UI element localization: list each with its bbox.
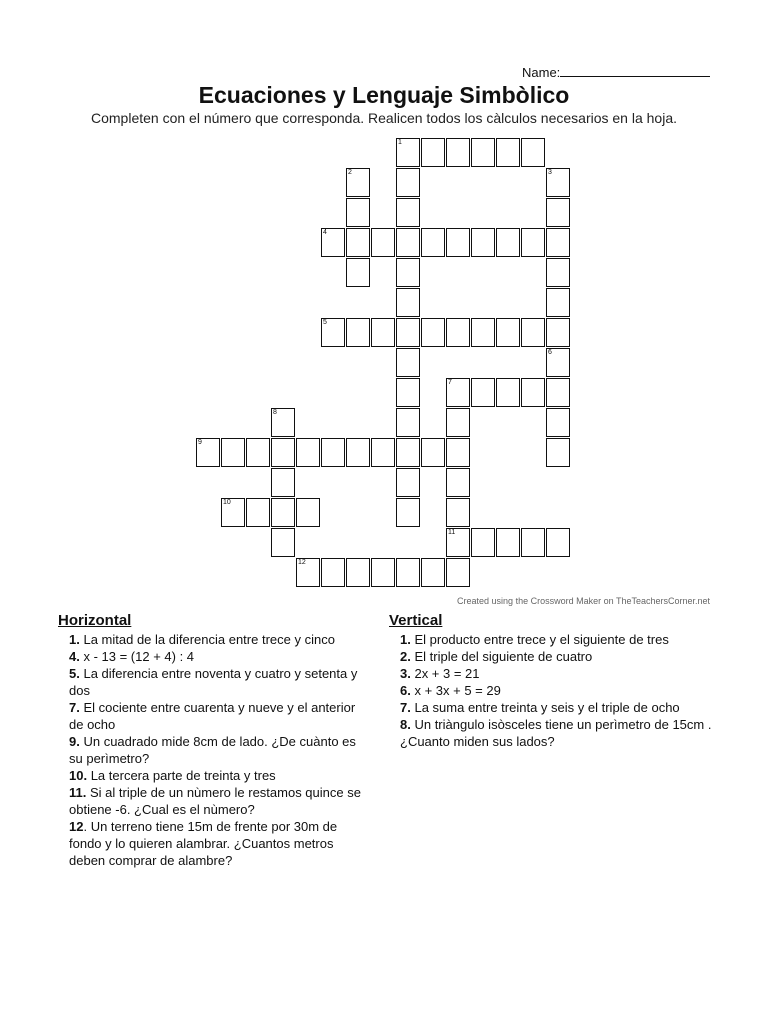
crossword-cell[interactable] [421, 558, 445, 587]
crossword-cell[interactable] [546, 228, 570, 257]
clue-number: 9. [69, 734, 80, 749]
crossword-cell[interactable] [421, 228, 445, 257]
crossword-cell[interactable] [496, 378, 520, 407]
crossword-cell[interactable] [421, 318, 445, 347]
clue-h5 [58, 665, 368, 699]
clue-text: x + 3x + 5 = 29 [414, 683, 501, 698]
clue-number: 2. [400, 649, 411, 664]
cell-number: 2 [348, 169, 352, 176]
crossword-cell[interactable] [296, 438, 320, 467]
vertical-heading: Vertical [389, 612, 443, 629]
clue-text: El cociente entre cuarenta y nueve y el anterior de ocho [69, 700, 356, 732]
crossword-cell[interactable] [521, 138, 545, 167]
clue-v2 [389, 648, 719, 665]
crossword-cell[interactable] [396, 138, 420, 167]
clue-text: La diferencia entre noventa y cuatro y setenta y dos [69, 666, 358, 698]
crossword-cell[interactable] [396, 288, 420, 317]
crossword-cell[interactable] [421, 438, 445, 467]
crossword-cell[interactable] [521, 318, 545, 347]
crossword-cell[interactable] [296, 498, 320, 527]
clue-number: 6. [400, 683, 411, 698]
cell-number: 5 [323, 319, 327, 326]
crossword-cell[interactable] [446, 558, 470, 587]
crossword-cell[interactable] [221, 498, 245, 527]
clue-v3 [389, 665, 719, 682]
crossword-cell[interactable] [546, 168, 570, 197]
cell-number: 1 [398, 139, 402, 146]
clue-number: 10. [69, 768, 88, 783]
crossword-cell[interactable] [271, 498, 295, 527]
credit-line: Created using the Crossword Maker on TheTeachersCorner.net [457, 596, 710, 606]
clue-text: Si al triple de un nùmero le restamos quince se obtiene -6. ¿Cual es el nùmero? [69, 785, 361, 817]
clue-v8 [389, 716, 719, 750]
crossword-cell[interactable] [346, 558, 370, 587]
crossword-cell[interactable] [446, 528, 470, 557]
crossword-cell[interactable] [271, 528, 295, 557]
crossword-cell[interactable] [396, 348, 420, 377]
clue-number: 5. [69, 666, 80, 681]
crossword-cell[interactable] [446, 138, 470, 167]
crossword-cell[interactable] [396, 318, 420, 347]
crossword-cell[interactable] [346, 168, 370, 197]
crossword-cell[interactable] [371, 558, 395, 587]
crossword-cell[interactable] [321, 438, 345, 467]
crossword-cell[interactable] [346, 198, 370, 227]
crossword-cell[interactable] [471, 228, 495, 257]
clue-number: 4. [69, 649, 80, 664]
clue-number: 12 [69, 819, 84, 834]
crossword-cell[interactable] [396, 438, 420, 467]
clue-number: 3. [400, 666, 411, 681]
crossword-cell[interactable] [546, 258, 570, 287]
crossword-cell[interactable] [321, 318, 345, 347]
clue-h11 [58, 784, 368, 818]
cell-number: 8 [273, 409, 277, 416]
crossword-cell[interactable] [421, 138, 445, 167]
crossword-cell[interactable] [446, 318, 470, 347]
clue-h12 [58, 818, 368, 869]
crossword-cell[interactable] [546, 348, 570, 377]
clue-text: . Un terreno tiene 15m de frente por 30m de fondo y lo quieren alambrar. ¿Cuantos metros deben comprar de alambre? [69, 819, 338, 868]
crossword-cell[interactable] [546, 378, 570, 407]
crossword-cell[interactable] [396, 498, 420, 527]
crossword-cell[interactable] [546, 438, 570, 467]
crossword-cell[interactable] [546, 318, 570, 347]
crossword-cell[interactable] [446, 438, 470, 467]
crossword-cell[interactable] [396, 198, 420, 227]
clue-text: Un cuadrado mide 8cm de lado. ¿De cuànto es su perìmetro? [69, 734, 356, 766]
crossword-cell[interactable] [496, 228, 520, 257]
crossword-cell[interactable] [371, 438, 395, 467]
crossword-cell[interactable] [521, 228, 545, 257]
crossword-cell[interactable] [446, 378, 470, 407]
clue-v7 [389, 699, 719, 716]
crossword-cell[interactable] [521, 378, 545, 407]
cell-number: 3 [548, 169, 552, 176]
crossword-cell[interactable] [346, 318, 370, 347]
crossword-cell[interactable] [496, 528, 520, 557]
crossword-cell[interactable] [396, 408, 420, 437]
crossword-cell[interactable] [296, 558, 320, 587]
instructions: Completen con el número que corresponda. Realicen todos los càlculos necesarios en la hoja. [90, 110, 677, 126]
crossword-cell[interactable] [446, 228, 470, 257]
crossword-cell[interactable] [221, 438, 245, 467]
clue-h4 [58, 648, 368, 665]
crossword-cell[interactable] [321, 558, 345, 587]
crossword-cell[interactable] [521, 528, 545, 557]
crossword-cell[interactable] [196, 438, 220, 467]
crossword-cell[interactable] [346, 258, 370, 287]
crossword-cell[interactable] [246, 438, 270, 467]
page-title: Ecuaciones y Lenguaje Simbòlico [198, 82, 570, 108]
clue-number: 8. [400, 717, 411, 732]
crossword-cell[interactable] [271, 438, 295, 467]
clue-number: 1. [400, 632, 411, 647]
clue-number: 7. [69, 700, 80, 715]
crossword-cell[interactable] [396, 228, 420, 257]
cell-number: 11 [448, 529, 456, 536]
clue-text: El triple del siguiente de cuatro [414, 649, 593, 664]
vertical-clues [389, 612, 719, 750]
cell-number: 4 [323, 229, 327, 236]
crossword-cell[interactable] [446, 408, 470, 437]
crossword-cell[interactable] [346, 438, 370, 467]
crossword-cell[interactable] [471, 378, 495, 407]
crossword-cell[interactable] [271, 468, 295, 497]
crossword-cell[interactable] [396, 168, 420, 197]
horizontal-heading: Horizontal [58, 612, 132, 629]
cell-number: 6 [548, 349, 552, 356]
crossword-cell[interactable] [471, 528, 495, 557]
clue-text: La mitad de la diferencia entre trece y cinco [83, 632, 335, 647]
horizontal-clues [58, 612, 368, 869]
crossword-cell[interactable] [496, 138, 520, 167]
clue-text: Un triàngulo isòsceles tiene un perìmetro de 15cm . ¿Cuanto miden sus lados? [400, 717, 712, 749]
crossword-cell[interactable] [546, 528, 570, 557]
cell-number: 10 [223, 499, 231, 506]
crossword-cell[interactable] [546, 198, 570, 227]
clue-number: 11. [69, 785, 87, 800]
clue-text: La tercera parte de treinta y tres [90, 768, 276, 783]
clue-text: La suma entre treinta y seis y el triple de ocho [414, 700, 680, 715]
crossword-cell[interactable] [396, 468, 420, 497]
crossword-cell[interactable] [396, 258, 420, 287]
crossword-cell[interactable] [371, 318, 395, 347]
crossword-cell[interactable] [396, 378, 420, 407]
crossword-cell[interactable] [471, 138, 495, 167]
clue-text: x - 13 = (12 + 4) : 4 [83, 649, 195, 664]
clue-h7 [58, 699, 368, 733]
crossword-cell[interactable] [246, 498, 270, 527]
crossword-cell[interactable] [346, 228, 370, 257]
crossword-cell[interactable] [321, 228, 345, 257]
cell-number: 9 [198, 439, 202, 446]
crossword-cell[interactable] [446, 468, 470, 497]
clue-h1 [58, 631, 368, 648]
crossword-cell[interactable] [446, 498, 470, 527]
crossword-cell[interactable] [546, 408, 570, 437]
cell-number: 12 [298, 559, 306, 566]
clue-v6 [389, 682, 719, 699]
cell-number: 7 [448, 379, 452, 386]
crossword-cell[interactable] [546, 288, 570, 317]
clue-text: 2x + 3 = 21 [414, 666, 480, 681]
clue-h9 [58, 733, 368, 767]
clue-h10 [58, 767, 368, 784]
clue-number: 7. [400, 700, 411, 715]
crossword-cell[interactable] [271, 408, 295, 437]
name-label: Name: [522, 65, 561, 80]
crossword-cell[interactable] [496, 318, 520, 347]
crossword-cell[interactable] [471, 318, 495, 347]
crossword-cell[interactable] [396, 558, 420, 587]
clue-number: 1. [69, 632, 80, 647]
clue-v1 [389, 631, 719, 648]
crossword-cell[interactable] [371, 228, 395, 257]
clue-text: El producto entre trece y el siguiente de tres [414, 632, 669, 647]
